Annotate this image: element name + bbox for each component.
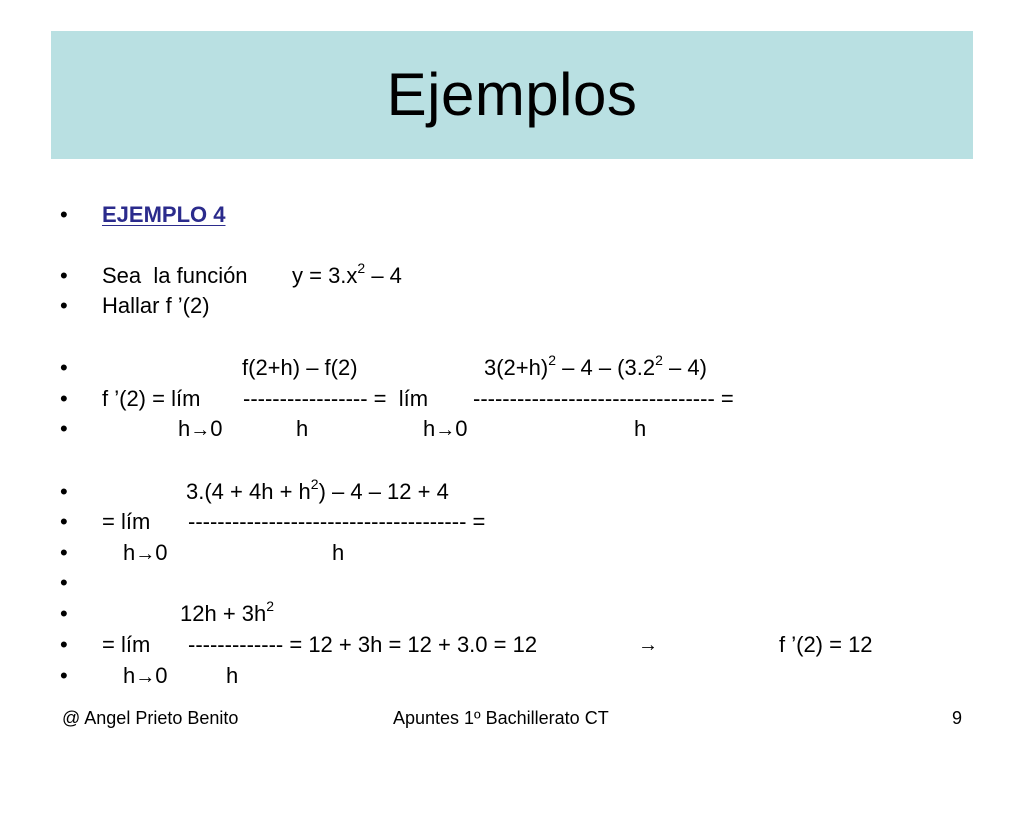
- bullet-line-limit-definition: [60, 384, 980, 414]
- numerator-2: $3(2+h)^2 - 4 - (3.2^2 - 4)$: [484, 351, 707, 380]
- bullet: •: [60, 416, 68, 441]
- final-computation: ------------- = 12 + 3h = 12 + 3.0 = 12: [188, 632, 538, 657]
- arrow-icon: →: [190, 419, 211, 441]
- bullet-line-numerators: [60, 353, 980, 383]
- bullet: •: [60, 293, 68, 318]
- bullet: •: [60, 263, 68, 288]
- bullet-line-denominators-2: [60, 538, 980, 568]
- bullet: •: [60, 479, 68, 504]
- bullet: •: [60, 509, 68, 534]
- bullet: •: [60, 663, 68, 688]
- bullet: •: [60, 202, 68, 227]
- bullet-line-function: [60, 261, 980, 291]
- bullet-line-limit-2: [60, 507, 980, 537]
- denominator-2: h: [634, 416, 647, 441]
- limit-subscript-1: h→0: [178, 416, 223, 441]
- bullet: •: [60, 540, 68, 565]
- limit-subscript-4: h→0: [123, 663, 168, 688]
- denominator-3: h: [332, 540, 345, 565]
- arrow-icon: →: [435, 419, 456, 441]
- task-text: Hallar f ’(2): [102, 293, 210, 318]
- bullet: •: [60, 355, 68, 380]
- footer-page-number: 9: [952, 708, 963, 728]
- bullet-line-simplified: [60, 599, 980, 629]
- fraction-bar-3: -------------------------------------- =: [188, 509, 486, 534]
- arrow-icon: →: [135, 666, 156, 688]
- title-banner: [51, 31, 973, 159]
- bullet: •: [60, 386, 68, 411]
- denominator-4: h: [226, 663, 239, 688]
- numerator-1: f(2+h) – f(2): [242, 355, 358, 380]
- bullet-line-result: [60, 630, 980, 660]
- denominator-1: h: [296, 416, 309, 441]
- limit-subscript-2: h→0: [423, 416, 468, 441]
- fraction-bar-2: --------------------------------- =: [473, 386, 734, 411]
- footer-author: @ Angel Prieto Benito: [62, 708, 239, 728]
- function-intro: Sea la función: [102, 263, 248, 288]
- expanded-numerator: $3.(4 + 4h + h^2) - 4 - 12 + 4$: [186, 475, 449, 504]
- bullet: •: [60, 601, 68, 626]
- simplified-numerator: $12h + 3h^2$: [180, 597, 275, 626]
- bullet-line-denominators: [60, 414, 980, 444]
- limit-lhs-2: = lím: [102, 632, 151, 657]
- limit-lhs: = lím: [102, 509, 151, 534]
- implies-arrow-icon: →: [638, 634, 658, 656]
- example-heading-link[interactable]: EJEMPLO 4: [102, 202, 226, 227]
- bullet-line-task: [60, 291, 980, 321]
- limit-subscript-3: h→0: [123, 540, 168, 565]
- bullet-line-empty: [60, 568, 980, 598]
- bullet-line-denominators-3: [60, 661, 980, 691]
- final-result: f ’(2) = 12: [779, 632, 873, 657]
- fraction-bar-1: ----------------- = lím: [243, 386, 429, 411]
- bullet: •: [60, 632, 68, 657]
- derivative-lhs: f ’(2) = lím: [102, 386, 201, 411]
- bullet: •: [60, 570, 68, 595]
- footer-course: Apuntes 1º Bachillerato CT: [393, 708, 609, 728]
- bullet-line-heading: [60, 200, 980, 230]
- function-expression: $y = 3.x^2 - 4$: [292, 259, 402, 288]
- arrow-icon: →: [135, 543, 156, 565]
- slide-title: Ejemplos: [386, 61, 638, 128]
- bullet-line-expansion: [60, 477, 980, 507]
